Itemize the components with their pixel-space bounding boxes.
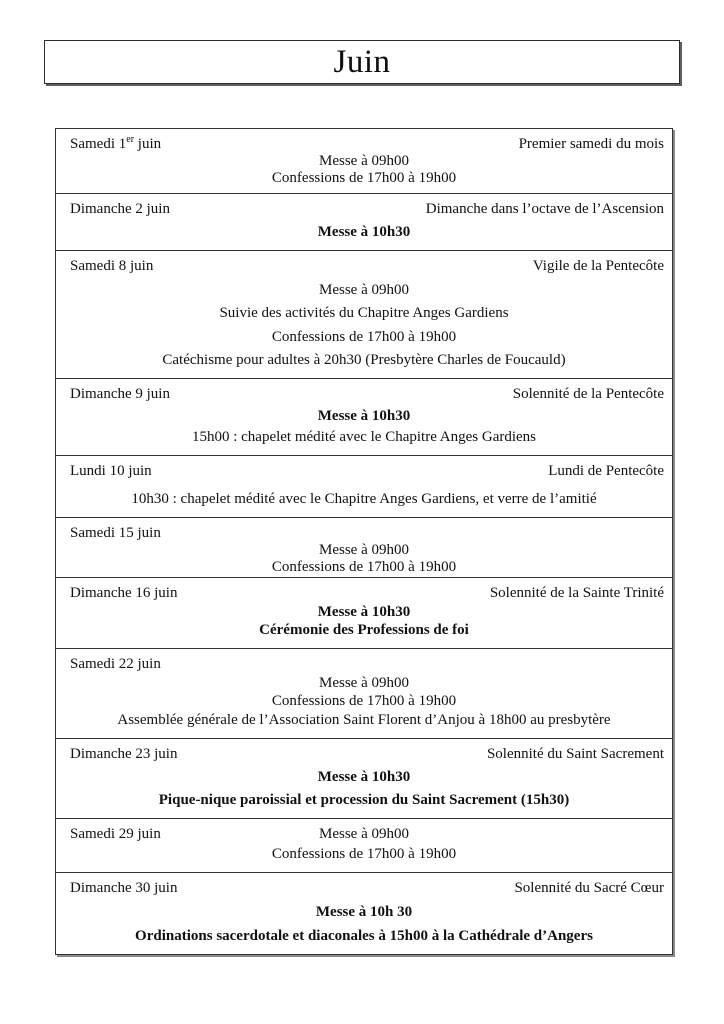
row-date: Samedi 29 juin	[70, 826, 161, 842]
row-head	[56, 746, 672, 763]
row-head	[56, 463, 672, 480]
row-feast: Vigile de la Pentecôte	[532, 258, 664, 274]
row-detail: Messe à 09h00	[319, 281, 409, 298]
schedule-row	[56, 379, 672, 456]
row-detail: Confessions de 17h00 à 19h00	[271, 693, 457, 710]
row-detail: Confessions de 17h00 à 19h00	[271, 846, 457, 862]
row-detail: Confessions de 17h00 à 19h00	[271, 170, 457, 186]
row-detail: Pique-nique paroissial et procession du Saint Sacrement (15h30)	[158, 792, 570, 808]
row-date: Samedi 1er juin	[70, 134, 162, 152]
schedule-row	[56, 251, 672, 379]
row-detail: Messe à 10h 30	[315, 904, 413, 920]
page-title: Juin	[333, 43, 391, 80]
row-feast: Dimanche dans l’octave de l’Ascension	[425, 201, 664, 217]
row-date: Dimanche 9 juin	[70, 386, 170, 402]
schedule-row	[56, 649, 672, 739]
row-head	[56, 826, 672, 843]
schedule-row	[56, 819, 672, 873]
row-date: Dimanche 23 juin	[70, 746, 178, 762]
row-date: Samedi 22 juin	[70, 656, 161, 672]
row-head	[56, 258, 672, 275]
row-detail: Confessions de 17h00 à 19h00	[271, 328, 457, 345]
row-detail: Assemblée générale de l’Association Saint Florent d’Anjou à 18h00 au presbytère	[117, 711, 611, 728]
row-head	[56, 201, 672, 218]
row-feast: Solennité de la Sainte Trinité	[489, 585, 664, 601]
row-feast: Solennité du Sacré Cœur	[514, 880, 664, 896]
row-head	[56, 136, 672, 153]
schedule-row	[56, 578, 672, 649]
row-date: Dimanche 16 juin	[70, 585, 178, 601]
row-detail: Messe à 10h30	[317, 407, 411, 424]
row-head	[56, 585, 672, 602]
row-feast: Premier samedi du mois	[518, 136, 664, 152]
row-detail: Messe à 09h00	[319, 826, 409, 842]
row-date: Dimanche 30 juin	[70, 880, 178, 896]
row-detail: Messe à 09h00	[319, 674, 409, 691]
row-head	[56, 880, 672, 897]
row-detail: Messe à 09h00	[319, 153, 409, 169]
row-head	[56, 656, 672, 673]
month-title-box	[44, 40, 680, 84]
row-head	[56, 525, 672, 542]
row-detail: 10h30 : chapelet médité avec le Chapitre Anges Gardiens, et verre de l’amitié	[131, 491, 597, 507]
row-feast: Solennité du Saint Sacrement	[486, 746, 664, 762]
row-date: Samedi 8 juin	[70, 258, 154, 274]
row-head	[56, 386, 672, 403]
row-detail: Cérémonie des Professions de foi	[259, 622, 469, 638]
schedule-row	[56, 194, 672, 251]
row-detail: Confessions de 17h00 à 19h00	[271, 559, 457, 575]
schedule-row	[56, 456, 672, 518]
schedule-table	[55, 128, 673, 955]
row-feast: Solennité de la Pentecôte	[512, 386, 664, 402]
schedule-row	[56, 518, 672, 578]
schedule-row	[56, 873, 672, 954]
row-detail: Ordinations sacerdotale et diaconales à 15h00 à la Cathédrale d’Angers	[135, 928, 593, 944]
row-detail: Messe à 10h30	[317, 224, 411, 240]
ordinal-superscript: er	[126, 134, 135, 145]
row-detail: 15h00 : chapelet médité avec le Chapitre Anges Gardiens	[191, 429, 537, 445]
row-detail: Suivie des activités du Chapitre Anges Gardiens	[219, 305, 509, 321]
row-detail: Messe à 10h30	[317, 769, 411, 785]
row-date: Dimanche 2 juin	[70, 201, 170, 217]
row-feast: Lundi de Pentecôte	[548, 463, 664, 479]
row-detail: Catéchisme pour adultes à 20h30 (Presbytère Charles de Foucauld)	[162, 352, 566, 368]
row-date: Samedi 15 juin	[70, 525, 161, 541]
row-date: Lundi 10 juin	[70, 463, 152, 479]
schedule-row	[56, 129, 672, 194]
row-detail: Messe à 10h30	[317, 603, 411, 620]
row-detail: Messe à 09h00	[319, 542, 409, 558]
schedule-row	[56, 739, 672, 819]
